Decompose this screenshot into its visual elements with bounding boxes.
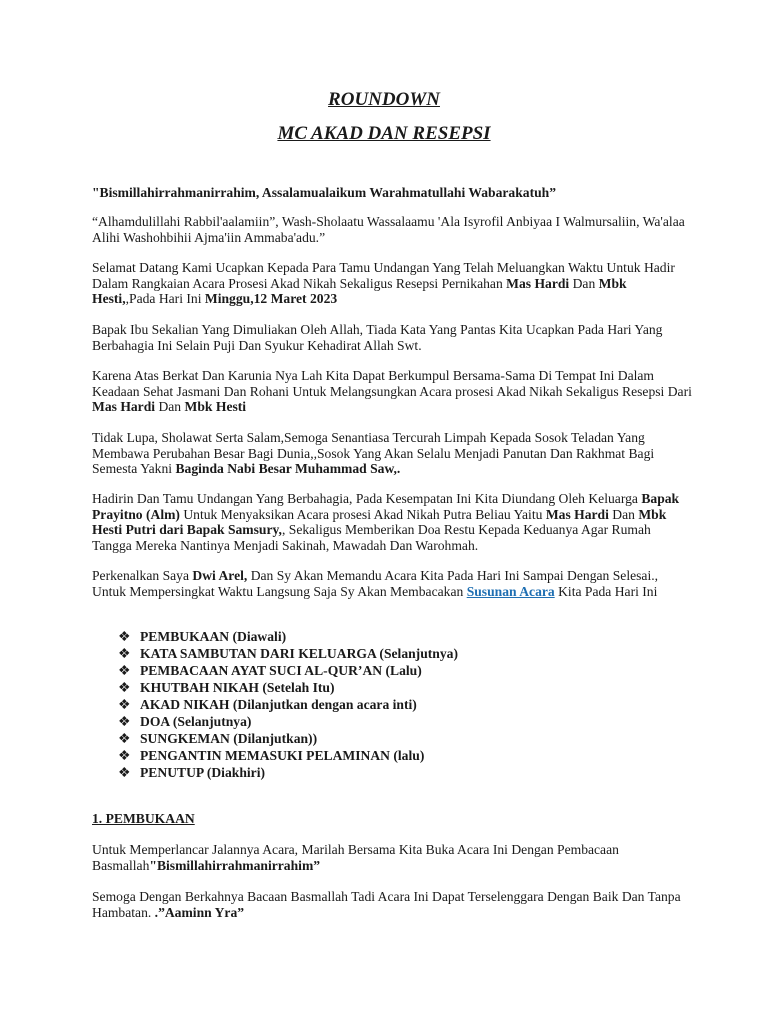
invite-text: Untuk Menyaksikan Acara prosesi Akad Nikah Putra Beliau Yaitu: [179, 506, 546, 522]
list-item: [118, 747, 458, 764]
susunan-acara-link[interactable]: Susunan Acara: [466, 583, 555, 599]
invite-text: , Sekaligus Memberikan Doa Restu Kepada Keduanya Agar Rumah Tangga Mereka Nantinya Menjadi Sakinah, Mawadah Dan Warohmah.: [92, 522, 651, 553]
agenda-item-label: KATA SAMBUTAN DARI KELUARGA (Selanjutnya): [140, 646, 458, 661]
agenda-item-label: PENUTUP (Diakhiri): [140, 765, 265, 780]
hope-text: Semoga Dengan Berkahnya Bacaan Basmallah Tadi Acara Ini Dapat Terselenggara Dengan Baik Dan Tanpa Hambatan.: [92, 889, 681, 920]
agenda-item-label: DOA (Selanjutnya): [140, 714, 252, 729]
gathering-paragraph: [92, 368, 692, 415]
opening-salam-text: "Bismillahirrahmanirrahim, Assalamualaikum Warahmatullahi Wabarakatuh”: [92, 185, 557, 200]
list-item: [118, 645, 458, 662]
basmallah-text: "Bismillahirrahmanirrahim”: [149, 857, 321, 873]
gathering-text: Karena Atas Berkat Dan Karunia Nya Lah Kita Dapat Berkumpul Bersama-Sama Di Tempat Ini Dalam Keadaan Sehat Jasmani Dan Rohani Untuk Melangsungkan Acara prosesi Akad Nikah Sekaligus Resepsi Dari: [92, 368, 692, 399]
invite-paragraph: [92, 491, 692, 553]
sholawat-text: Tidak Lupa, Sholawat Serta Salam,Semoga Senantiasa Tercurah Limpah Kepada Sosok Teladan Yang Membawa Perubahan Besar Bagi Dunia,,Sosok Yang Akan Selalu Menjadi Panutan Dan Rakhmat Bagi Semesta Yakni: [92, 430, 655, 476]
opening-salam: [92, 185, 692, 201]
diamond-bullet-icon: ❖: [118, 681, 131, 696]
list-item: [118, 730, 458, 747]
section-heading-pembukaan: 1. PEMBUKAAN: [92, 811, 195, 826]
aamiin-text: .”Aaminn Yra”: [154, 904, 245, 920]
list-item: [118, 696, 458, 713]
bride-name: Mbk Hesti: [184, 399, 247, 414]
mc-name: Dwi Arel,: [192, 568, 248, 583]
bride-name: Mbk Hesti Putri dari Bapak Samsury,: [92, 506, 667, 537]
agenda-item-label: AKAD NIKAH (Dilanjutkan dengan acara inti): [140, 697, 417, 712]
list-item: [118, 713, 458, 730]
hope-paragraph: [92, 889, 692, 920]
diamond-bullet-icon: ❖: [118, 647, 131, 662]
gathering-text: Dan: [155, 399, 185, 414]
opening-paragraph: [92, 842, 692, 873]
list-item: [118, 628, 458, 645]
intro-text: Dan Sy Akan Memandu Acara Kita Pada Hari Ini Sampai Dengan Selesai., Untuk Mempersingkat Waktu Langsung Saja Sy Akan Membacakan: [92, 568, 659, 599]
groom-name: Mas Hardi: [92, 399, 156, 414]
intro-text: Kita Pada Hari Ini: [554, 583, 658, 599]
list-item: [118, 679, 458, 696]
document-subtitle: MC AKAD DAN RESEPSI: [277, 123, 491, 144]
diamond-bullet-icon: ❖: [118, 698, 131, 713]
welcome-paragraph: [92, 260, 692, 307]
document-title: ROUNDOWN: [328, 89, 440, 110]
welcome-text: Dan: [569, 275, 599, 291]
groom-name: Mas Hardi: [506, 275, 570, 291]
invite-text: Dan: [608, 506, 639, 522]
intro-text: Perkenalkan Saya: [92, 568, 193, 583]
family-host-name: Bapak Prayitno (Alm): [92, 491, 680, 522]
diamond-bullet-icon: ❖: [118, 749, 131, 764]
event-date: Minggu,12 Maret 2023: [204, 291, 338, 306]
diamond-bullet-icon: ❖: [118, 715, 131, 730]
invite-text: Hadirin Dan Tamu Undangan Yang Berbahagia, Pada Kesempatan Ini Kita Diundang Oleh Keluarga: [92, 491, 642, 506]
intro-paragraph: [92, 568, 692, 599]
agenda-item-label: PEMBUKAAN (Diawali): [140, 629, 287, 644]
agenda-item-label: SUNGKEMAN (Dilanjutkan)): [140, 731, 318, 746]
prophet-name: Baginda Nabi Besar Muhammad Saw,.: [175, 461, 401, 476]
diamond-bullet-icon: ❖: [118, 664, 131, 679]
diamond-bullet-icon: ❖: [118, 732, 131, 747]
bride-name: Mbk Hesti,: [92, 275, 627, 306]
hamdalah-paragraph: “Alhamdulillahi Rabbil'aalamiin”, Wash-Sholaatu Wassalaamu 'Ala Isyrofil Anbiyaa I Walmursaliin, Wa'alaa Alihi Washohbihii Ajma'iin Ammaba'adu.”: [92, 214, 685, 245]
welcome-text: Selamat Datang Kami Ucapkan Kepada Para Tamu Undangan Yang Telah Meluangkan Waktu Untuk Hadir Dalam Rangkaian Acara Prosesi Akad Nikah Sekaligus Resepsi Pernikahan: [92, 260, 675, 291]
agenda-item-label: PEMBACAAN AYAT SUCI AL-QUR’AN (Lalu): [140, 663, 422, 678]
opening-text: Untuk Memperlancar Jalannya Acara, Marilah Bersama Kita Buka Acara Ini Dengan Pembacaan Basmallah: [92, 842, 619, 873]
honored-paragraph: Bapak Ibu Sekalian Yang Dimuliakan Oleh Allah, Tiada Kata Yang Pantas Kita Ucapkan Pada Hari Yang Berbahagia Ini Selain Puji Dan Syukur Kehadirat Allah Swt.: [92, 322, 663, 353]
welcome-text: ,Pada Hari Ini: [125, 291, 205, 306]
groom-name: Mas Hardi: [545, 506, 609, 522]
list-item: [118, 662, 458, 679]
agenda-item-label: KHUTBAH NIKAH (Setelah Itu): [140, 680, 335, 695]
diamond-bullet-icon: ❖: [118, 766, 131, 781]
agenda-list: [118, 628, 458, 781]
diamond-bullet-icon: ❖: [118, 630, 131, 645]
sholawat-paragraph: [92, 430, 692, 477]
list-item: [118, 764, 458, 781]
agenda-item-label: PENGANTIN MEMASUKI PELAMINAN (lalu): [140, 748, 425, 763]
